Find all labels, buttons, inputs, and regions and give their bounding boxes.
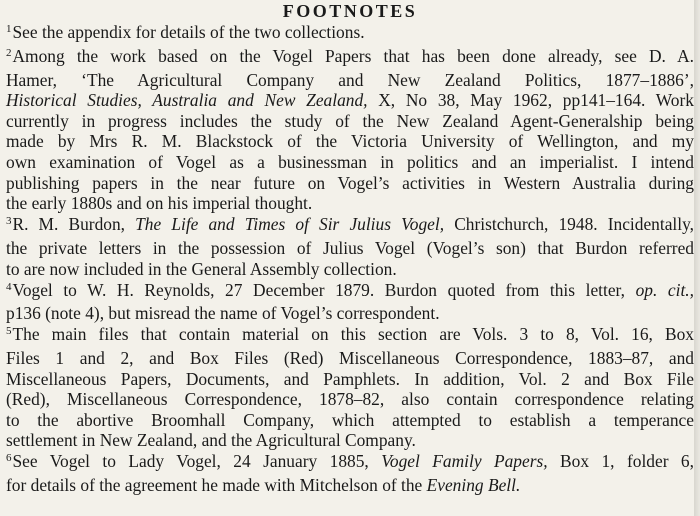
footnote-text: Files 1 and 2, and Box Files (Red) Miscellaneous Correspondence, 1883–87, and: [6, 347, 694, 368]
footnote-line: [6, 410, 694, 431]
footnote-number: 5: [6, 325, 12, 338]
footnote-text: The main files that contain material on this section are Vols. 3 to 8, Vol. 16, Box: [12, 324, 694, 345]
footnote-line: [6, 324, 694, 348]
footnote-text: publishing papers in the near future on Vogel’s activities in Western Australia during: [6, 172, 694, 193]
italic-title: op. cit.,: [635, 279, 694, 300]
page-title: FOOTNOTES: [282, 1, 418, 21]
footnote-5: [6, 324, 694, 451]
footnote-line: [6, 280, 694, 304]
italic-title: The Life and Times of Sir Julius Vogel,: [135, 214, 445, 235]
footnote-line: [6, 348, 694, 369]
page-edge: [694, 0, 700, 516]
footnote-text: Among the work based on the Vogel Papers that has been done already, see D. A.: [12, 46, 694, 67]
footnote-number: 6: [6, 452, 12, 465]
footnote-text: p136 (note 4), but misread the name of Vogel’s correspondent.: [6, 303, 440, 324]
footnotes-list: [6, 22, 694, 496]
footnote-text: for details of the agreement he made with Mitchelson of the: [6, 474, 427, 495]
footnote-text: See Vogel to Lady Vogel, 24 January 1885,: [12, 451, 382, 472]
footnote-text: Christchurch, 1948. Incidentally,: [444, 214, 694, 235]
footnote-line: [6, 70, 694, 91]
footnote-1: [6, 22, 694, 46]
footnote-text: own examination of Vogel as a businessman in politics and an imperialist. I intend: [6, 152, 694, 173]
footnote-line: [6, 303, 694, 324]
footnote-text: Miscellaneous Papers, Documents, and Pamphlets. In addition, Vol. 2 and Box File: [6, 368, 694, 389]
footnote-text: X, No 38, May 1962, pp141–164. Work: [367, 90, 694, 111]
footnote-text: Vogel to W. H. Reynolds, 27 December 1879. Burdon quoted from this letter,: [12, 279, 636, 300]
footnote-line: [6, 214, 694, 238]
footnote-text: to are now included in the General Assembly collection.: [6, 258, 397, 279]
footnote-text: the early 1880s and on his imperial thought.: [6, 193, 313, 214]
footnote-text: to the abortive Broomhall Company, which attempted to establish a temperance: [6, 409, 694, 430]
footnote-text: Hamer, ‘The Agricultural Company and New Zealand Politics, 1877–1886’,: [6, 69, 694, 90]
footnote-text: the private letters in the possession of Julius Vogel (Vogel’s son) that Burdon referred: [6, 237, 694, 258]
footnote-line: [6, 131, 694, 152]
italic-title: Vogel Family Papers,: [381, 451, 548, 472]
footnote-line: [6, 238, 694, 259]
document-page: [6, 0, 694, 516]
footnote-2: [6, 46, 694, 214]
footnote-line: [6, 389, 694, 410]
footnote-number: 4: [6, 280, 12, 293]
footnote-line: [6, 475, 694, 496]
italic-title: Historical Studies, Australia and New Zealand,: [6, 90, 368, 111]
footnote-line: [6, 430, 694, 451]
footnote-line: [6, 173, 694, 194]
footnote-line: [6, 259, 694, 280]
footnote-text: Box 1, folder 6,: [547, 451, 694, 472]
footnote-text: currently in progress includes the study of the New Zealand Agent-Generalship being: [6, 110, 694, 131]
footnote-line: [6, 111, 694, 132]
footnote-6: [6, 451, 694, 495]
footnote-number: 2: [6, 47, 12, 60]
footnote-line: [6, 369, 694, 390]
footnote-3: [6, 214, 694, 279]
footnote-line: [6, 152, 694, 173]
footnote-line: [6, 90, 694, 111]
footnote-text: made by Mrs R. M. Blackstock of the Victoria University of Wellington, and my: [6, 131, 694, 152]
footnote-4: [6, 280, 694, 324]
italic-title: Evening Bell.: [426, 474, 521, 495]
footnote-text: settlement in New Zealand, and the Agricultural Company.: [6, 430, 416, 451]
footnote-text: (Red), Miscellaneous Correspondence, 1878–82, also contain correspondence relating: [6, 389, 694, 410]
footnote-text: See the appendix for details of the two collections.: [12, 22, 365, 42]
footnote-line: [6, 451, 694, 475]
footnote-text: R. M. Burdon,: [12, 214, 136, 235]
footnote-line: [6, 193, 694, 214]
footnote-line: [6, 46, 694, 70]
footnote-line: [6, 22, 694, 46]
footnote-number: 1: [6, 23, 12, 35]
footnote-number: 3: [6, 215, 12, 228]
